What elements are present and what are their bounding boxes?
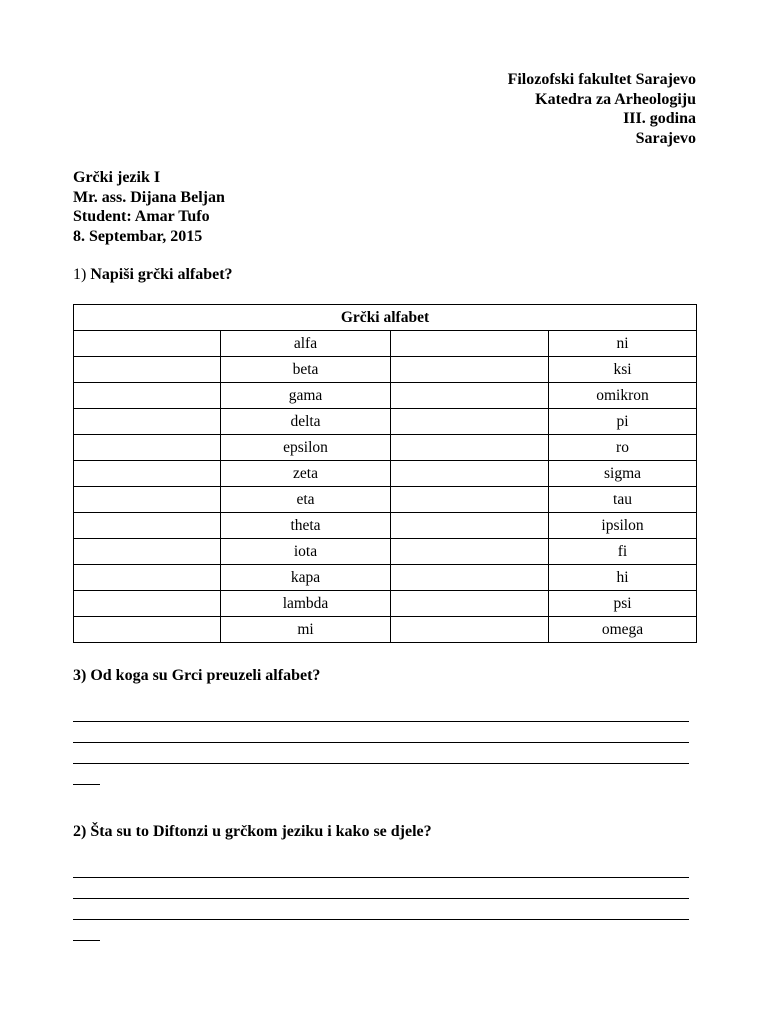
table-row: [74, 513, 697, 539]
letter-name-cell: kapa: [221, 565, 391, 591]
answer-line[interactable]: [73, 878, 689, 899]
table-row: [74, 357, 697, 383]
table-row: [74, 331, 697, 357]
answer-cell[interactable]: [74, 435, 221, 461]
answer-cell[interactable]: [391, 513, 549, 539]
letter-name-cell: ksi: [549, 357, 697, 383]
table-title: Grčki alfabet: [74, 305, 697, 331]
letter-name-cell: iota: [221, 539, 391, 565]
table-row: [74, 565, 697, 591]
table-row: [74, 461, 697, 487]
answer-line[interactable]: [73, 920, 100, 941]
letter-name-cell: eta: [221, 487, 391, 513]
answer-line[interactable]: [73, 743, 689, 764]
table-row: [74, 539, 697, 565]
answer-cell[interactable]: [391, 357, 549, 383]
question-3: 3) Od koga su Grci preuzeli alfabet?: [73, 667, 321, 684]
answer-line[interactable]: [73, 764, 100, 785]
answer-cell[interactable]: [391, 461, 549, 487]
answer-area-question-3[interactable]: [73, 701, 689, 785]
letter-name-cell: zeta: [221, 461, 391, 487]
letter-name-cell: lambda: [221, 591, 391, 617]
answer-cell[interactable]: [74, 513, 221, 539]
answer-line[interactable]: [73, 857, 689, 878]
course-info: [73, 168, 225, 246]
letter-name-cell: tau: [549, 487, 697, 513]
student-name: Student: Amar Tufo: [73, 208, 210, 225]
answer-cell[interactable]: [74, 487, 221, 513]
answer-cell[interactable]: [391, 435, 549, 461]
letter-name-cell: ni: [549, 331, 697, 357]
faculty-name: Filozofski fakultet Sarajevo: [507, 71, 696, 88]
letter-name-cell: omikron: [549, 383, 697, 409]
answer-cell[interactable]: [74, 357, 221, 383]
answer-cell[interactable]: [74, 591, 221, 617]
answer-cell[interactable]: [74, 539, 221, 565]
table-row: [74, 487, 697, 513]
letter-name-cell: omega: [549, 617, 697, 643]
answer-cell[interactable]: [74, 409, 221, 435]
question-1: [73, 266, 233, 284]
institution-header: [508, 70, 696, 148]
letter-name-cell: gama: [221, 383, 391, 409]
answer-cell[interactable]: [391, 565, 549, 591]
year-of-study: III. godina: [623, 110, 696, 127]
greek-alphabet-table: [73, 304, 697, 643]
table-row: [74, 591, 697, 617]
letter-name-cell: psi: [549, 591, 697, 617]
table-row: [74, 435, 697, 461]
answer-cell[interactable]: [391, 617, 549, 643]
letter-name-cell: fi: [549, 539, 697, 565]
city: Sarajevo: [635, 129, 696, 147]
table-header-row: [74, 305, 697, 331]
answer-cell[interactable]: [74, 461, 221, 487]
letter-name-cell: ro: [549, 435, 697, 461]
exam-date: 8. Septembar, 2015: [73, 227, 203, 245]
table-row: [74, 409, 697, 435]
letter-name-cell: sigma: [549, 461, 697, 487]
letter-name-cell: delta: [221, 409, 391, 435]
answer-cell[interactable]: [74, 617, 221, 643]
letter-name-cell: ipsilon: [549, 513, 697, 539]
answer-line[interactable]: [73, 722, 689, 743]
question-1-number: 1): [73, 266, 87, 283]
answer-line[interactable]: [73, 899, 689, 920]
answer-cell[interactable]: [391, 539, 549, 565]
letter-name-cell: epsilon: [221, 435, 391, 461]
answer-cell[interactable]: [74, 331, 221, 357]
answer-cell[interactable]: [391, 487, 549, 513]
answer-cell[interactable]: [74, 565, 221, 591]
course-name: Grčki jezik I: [73, 169, 161, 186]
table-row: [74, 383, 697, 409]
instructor-name: Mr. ass. Dijana Beljan: [73, 188, 225, 206]
answer-area-question-2[interactable]: [73, 857, 689, 941]
letter-name-cell: alfa: [221, 331, 391, 357]
letter-name-cell: mi: [221, 617, 391, 643]
answer-cell[interactable]: [391, 591, 549, 617]
answer-line[interactable]: [73, 701, 689, 722]
answer-cell[interactable]: [391, 383, 549, 409]
answer-cell[interactable]: [391, 331, 549, 357]
question-2: 2) Šta su to Diftonzi u grčkom jeziku i kako se djele?: [73, 823, 432, 840]
answer-cell[interactable]: [391, 409, 549, 435]
department-name: Katedra za Arheologiju: [535, 90, 696, 108]
question-1-text: Napiši grčki alfabet?: [90, 266, 233, 283]
letter-name-cell: theta: [221, 513, 391, 539]
answer-cell[interactable]: [74, 383, 221, 409]
letter-name-cell: hi: [549, 565, 697, 591]
letter-name-cell: beta: [221, 357, 391, 383]
letter-name-cell: pi: [549, 409, 697, 435]
table-row: [74, 617, 697, 643]
